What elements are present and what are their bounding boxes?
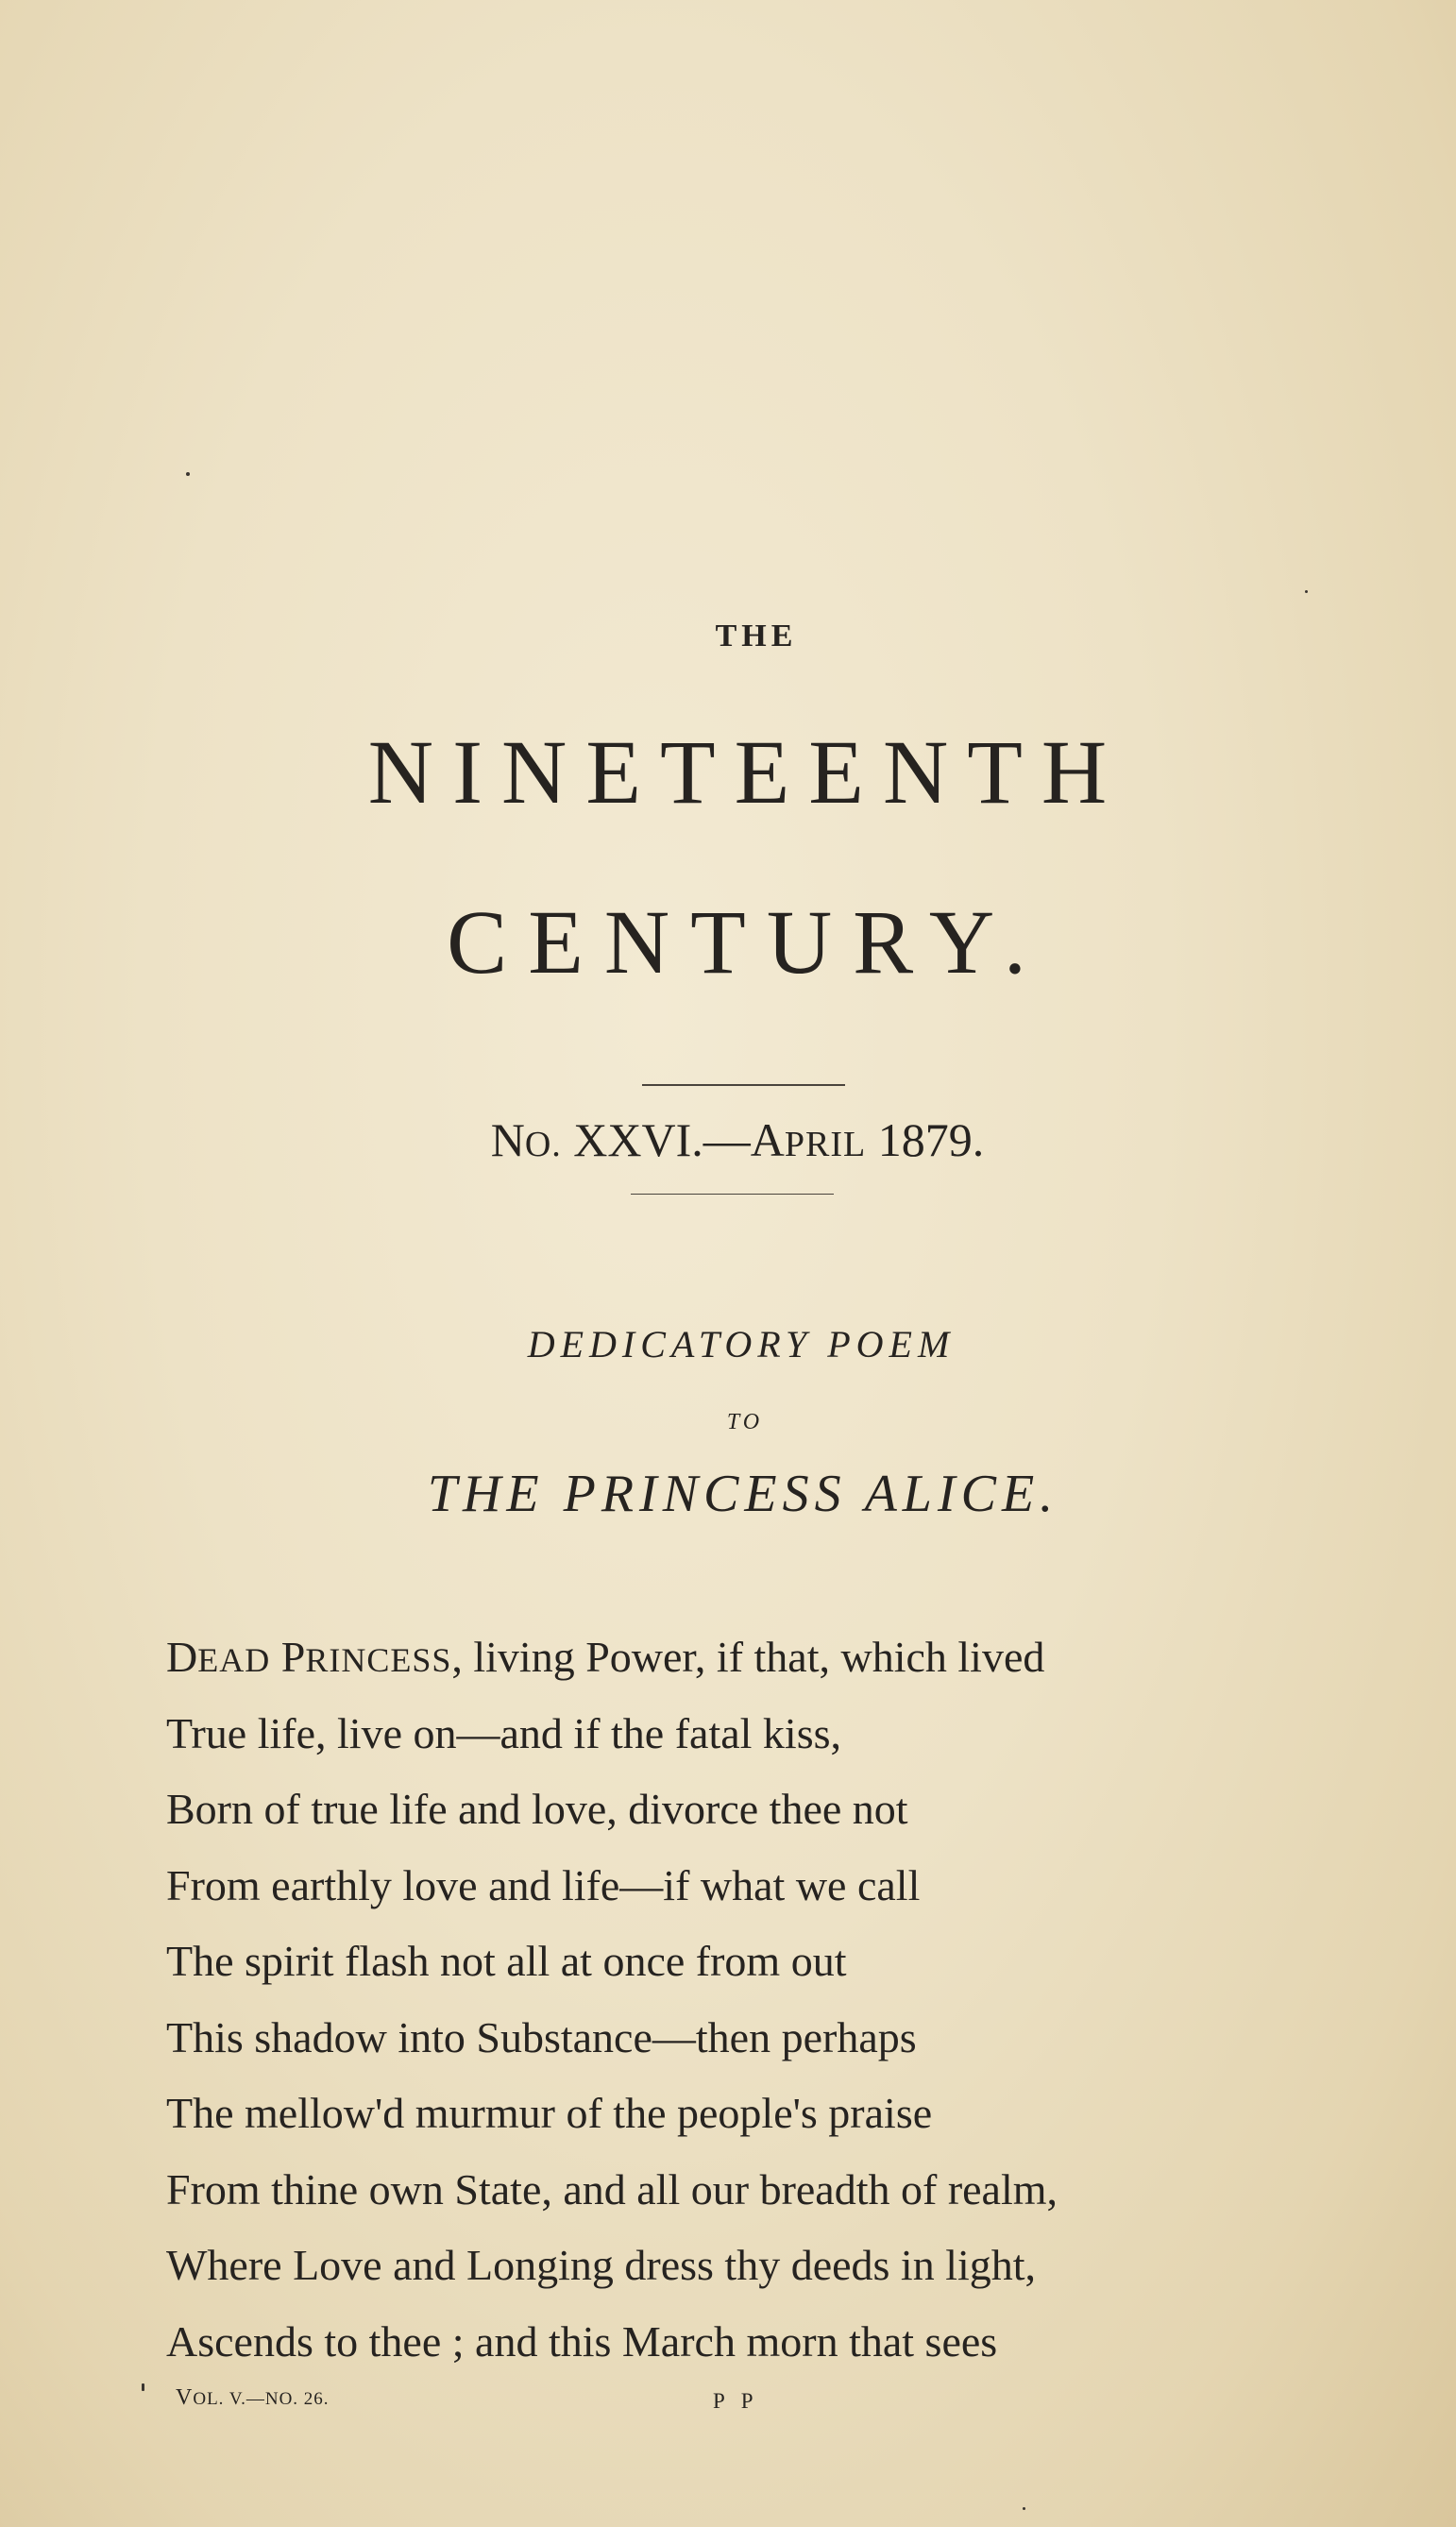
issue-line (9, 1112, 1456, 1167)
poem-dropword-2-rest: RINCESS (305, 1641, 452, 1679)
issue-number: XXVI.— (561, 1113, 751, 1166)
issue-no-initial: N (490, 1113, 525, 1166)
poem-dropword-1-rest: EAD (197, 1641, 271, 1679)
dedication-to: TO (726, 1410, 764, 1434)
dedication-recipient: THE PRINCESS ALICE. (427, 1465, 1059, 1523)
poem-dropword-1-initial: D (166, 1633, 198, 1681)
bottom-rule (631, 1194, 834, 1195)
poem-line: Born of true life and love, divorce thee not (166, 1785, 908, 1833)
poem-line-1 (166, 1620, 1356, 1696)
issue-no-rest: O. (524, 1125, 562, 1164)
poem-body (166, 1620, 1356, 2380)
masthead-the: THE (715, 619, 798, 653)
top-rule (642, 1084, 845, 1086)
volume-footer (176, 2385, 330, 2411)
poem-line: The spirit flash not all at once from out (166, 1937, 847, 1985)
ink-speck (186, 472, 190, 476)
signature-mark: P P (713, 2389, 759, 2413)
poem-dropword-2-initial: P (270, 1633, 306, 1681)
volume-rest: OL. V.—N (193, 2389, 279, 2409)
poem-line: True life, live on—and if the fatal kiss, (166, 1708, 841, 1757)
masthead-title-line2: CENTURY. (447, 891, 1047, 992)
poem-line: From earthly love and life—if what we call (166, 1860, 921, 1909)
poem-line: Ascends to thee ; and this March morn that sees (166, 2316, 998, 2366)
dedication-heading: DEDICATORY POEM (527, 1323, 956, 1365)
volume-initial: V (176, 2385, 194, 2410)
poem-line: Where Love and Longing dress thy deeds in light, (166, 2241, 1037, 2289)
ink-speck (1023, 2507, 1025, 2510)
poem-line-1-remainder: , living Power, if that, which lived (451, 1633, 1045, 1681)
poem-line: The mellow'd murmur of the people's praise (166, 2089, 933, 2137)
ink-speck (142, 2383, 144, 2391)
masthead-title-line1: NINETEENTH (367, 721, 1126, 823)
issue-month-rest: PRIL (784, 1125, 867, 1164)
bleed-through-texture (359, 104, 1397, 181)
poem-line: This shadow into Substance—then perhaps (166, 2012, 917, 2061)
poem-line: From thine own State, and all our breadth of realm, (166, 2164, 1058, 2213)
volume-number: O. 26. (279, 2389, 330, 2409)
issue-year: 1879. (866, 1113, 985, 1166)
ink-speck (1305, 590, 1308, 593)
issue-month-initial: A (750, 1113, 785, 1166)
